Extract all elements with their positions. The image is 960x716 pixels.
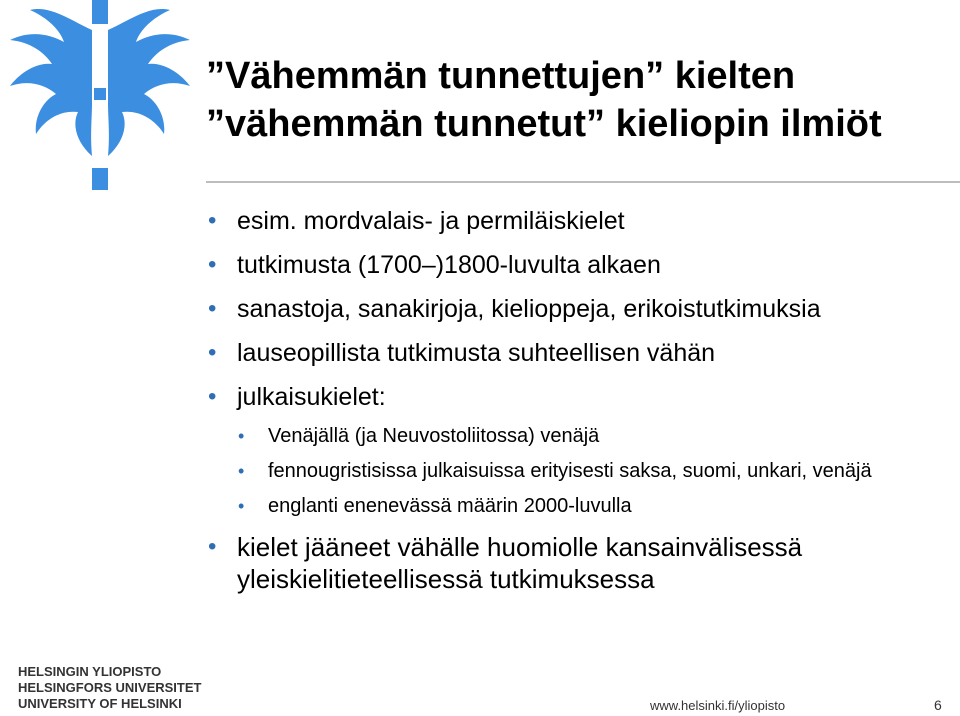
sub-bullet-item: • Venäjällä (ja Neuvostoliitossa) venäjä: [206, 424, 946, 449]
university-name-en: UNIVERSITY OF HELSINKI: [18, 696, 182, 711]
bullet-item: • lauseopillista tutkimusta suhteellisen vähän: [206, 338, 946, 368]
helsinki-flame-logo-icon: [0, 0, 200, 200]
sub-bullet-item: • englanti enenevässä määrin 2000-luvulla: [206, 494, 946, 519]
page-number: 6: [934, 697, 942, 713]
footer-url[interactable]: www.helsinki.fi/yliopisto: [650, 698, 786, 713]
sub-bullet-list: [206, 424, 946, 519]
slide-content: [206, 206, 946, 609]
bullet-item: • sanastoja, sanakirjoja, kielioppeja, erikoistutkimuksia: [206, 294, 946, 324]
bullet-item: • esim. mordvalais- ja permiläiskielet: [206, 206, 946, 236]
bullet-item: • tutkimusta (1700–)1800-luvulta alkaen: [206, 250, 946, 280]
bullet-item-final: • kielet jääneet vähälle huomiolle kansainvälisessä yleiskielitieteellisessä tutkimuksessa: [206, 531, 946, 595]
sub-bullet-item: • fennougristisissa julkaisuissa erityisesti saksa, suomi, unkari, venäjä: [206, 459, 946, 484]
university-name-fi: HELSINGIN YLIOPISTO: [18, 664, 162, 679]
slide-title: ”Vähemmän tunnettujen” kielten ”vähemmän tunnetut” kieliopin ilmiöt: [206, 55, 882, 145]
university-name-sv: HELSINGFORS UNIVERSITET: [18, 680, 202, 695]
university-name: [18, 664, 201, 712]
bullet-item: • julkaisukielet:: [206, 382, 946, 412]
title-divider: [206, 181, 960, 183]
